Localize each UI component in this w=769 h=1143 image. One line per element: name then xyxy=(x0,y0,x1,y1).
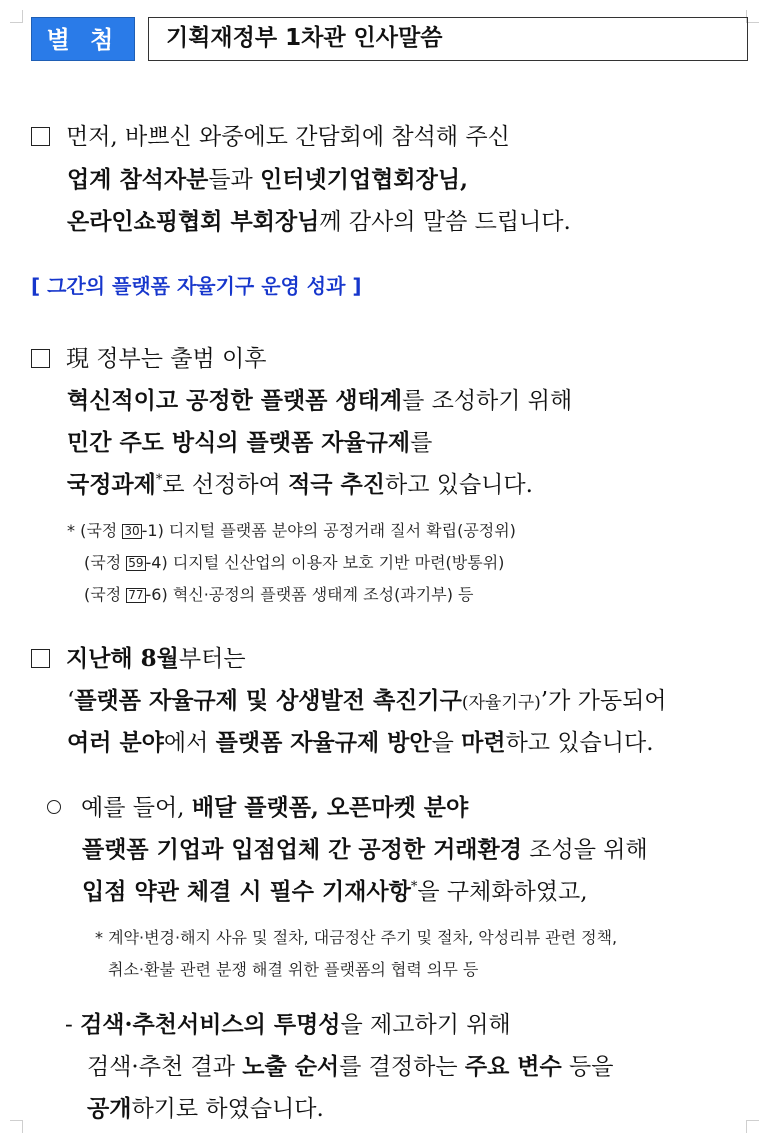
p5-line-2: 검색·추천 결과 노출 순서를 결정하는 주요 변수 등을 xyxy=(87,1053,614,1080)
p3-line-1: 지난해 8월부터는 xyxy=(31,640,246,673)
p4-line-2: 플랫폼 기업과 입점업체 간 공정한 거래환경 조성을 위해 xyxy=(82,836,648,863)
p3-line-2: ‘플랫폼 자율규제 및 상생발전 촉진기구(자율기구)’가 가동되어 xyxy=(67,687,667,714)
footnote-line: (국정 77 -6) 혁신·공정의 플랫폼 생태계 조성(과기부) 등 xyxy=(84,585,474,604)
intro-line-3: 온라인쇼핑협회 부회장님께 감사의 말씀 드립니다. xyxy=(67,208,571,235)
intro-line-1: 먼저, 바쁘신 와중에도 간담회에 참석해 주신 xyxy=(31,118,510,151)
page-corner-mark xyxy=(10,1120,23,1133)
checkbox-bullet-icon xyxy=(31,649,50,668)
intro-line-2: 업계 참석자분들과 인터넷기업협회장님, xyxy=(67,166,469,193)
checkbox-bullet-icon xyxy=(31,349,50,368)
p4-line-1: 예를 들어, 배달 플랫폼, 오픈마켓 분야 xyxy=(47,789,468,822)
p2-line-1: 現 정부는 출범 이후 xyxy=(31,340,266,373)
page-corner-mark xyxy=(10,10,23,23)
footnote-line: * 계약·변경·해지 사유 및 절차, 대금정산 주기 및 절차, 악성리뷰 관련 정책, xyxy=(95,928,618,947)
footnote-line: * (국정 30 -1) 디지털 플랫폼 분야의 공정거래 질서 확립(공정위) xyxy=(67,521,516,540)
p4-line-3: 입점 약관 체결 시 필수 기재사항*을 구체화하였고, xyxy=(82,878,588,905)
footnote-line: (국정 59 -4) 디지털 신산업의 이용자 보호 기반 마련(방통위) xyxy=(84,553,505,572)
p2-line-2: 혁신적이고 공정한 플랫폼 생태계를 조성하기 위해 xyxy=(67,387,573,414)
p5-line-1: - 검색·추천서비스의 투명성을 제고하기 위해 xyxy=(65,1011,511,1038)
footnote-line: 취소·환불 관련 분쟁 해결 위한 플랫폼의 협력 의무 등 xyxy=(108,960,479,979)
attachment-badge: 별 첨 xyxy=(31,17,135,61)
p3-line-3: 여러 분야에서 플랫폼 자율규제 방안을 마련하고 있습니다. xyxy=(67,729,654,756)
page-title: 기획재정부 1차관 인사말씀 xyxy=(148,17,748,61)
p2-line-4: 국정과제*로 선정하여 적극 추진하고 있습니다. xyxy=(67,471,533,498)
p5-line-3: 공개하기로 하였습니다. xyxy=(87,1095,324,1122)
circle-bullet-icon xyxy=(47,800,61,814)
checkbox-bullet-icon xyxy=(31,127,50,146)
document-header xyxy=(31,17,748,61)
page-corner-mark xyxy=(746,1120,759,1133)
p2-line-3: 민간 주도 방식의 플랫폼 자율규제를 xyxy=(67,429,433,456)
section-heading: [ 그간의 플랫폼 자율기구 운영 성과 ] xyxy=(31,274,362,298)
